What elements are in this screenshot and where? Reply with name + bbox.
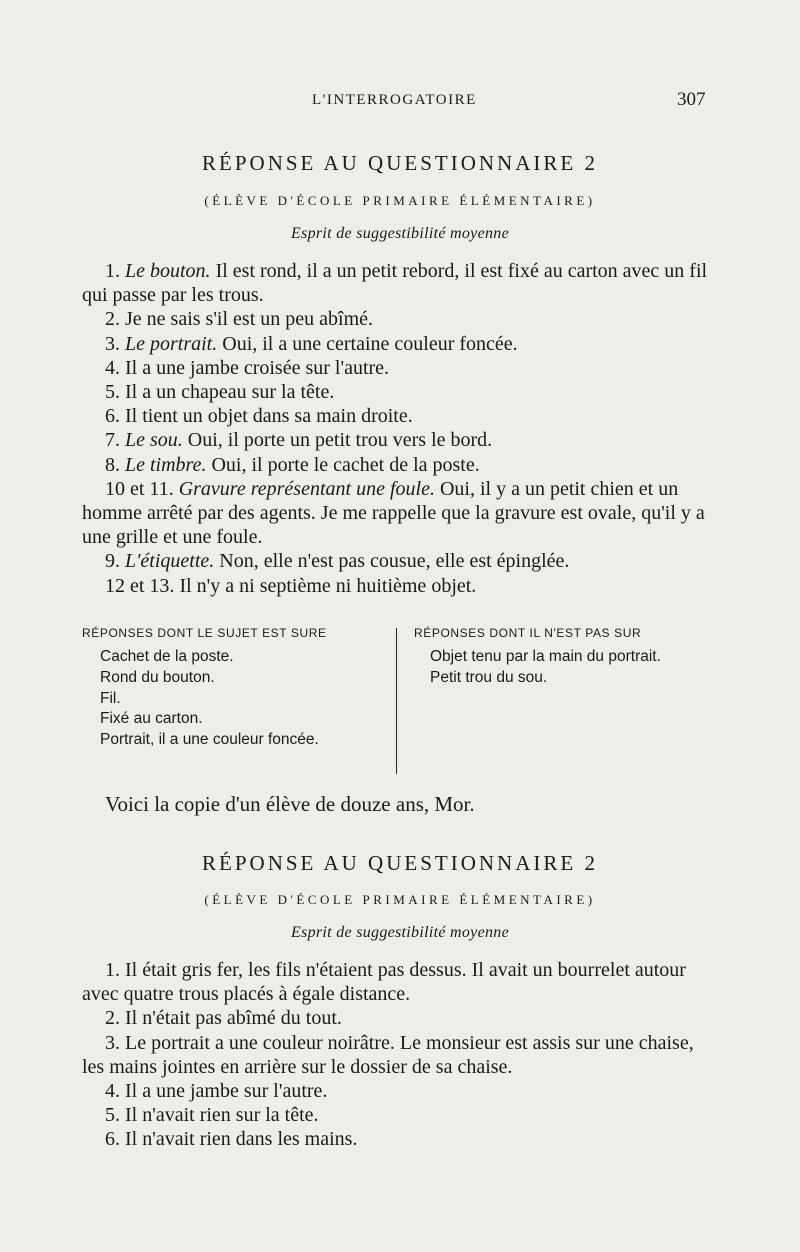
answer-item: 5. Il a un chapeau sur la tête. xyxy=(105,381,335,404)
answer-item: 7. Le sou. Oui, il porte un petit trou vers le bord. xyxy=(105,429,493,452)
answer-item: 6. Il n'avait rien dans les mains. xyxy=(105,1128,358,1151)
certainty-table xyxy=(82,626,710,774)
column-divider xyxy=(396,628,397,774)
sure-item: Fil. xyxy=(100,689,121,707)
section2-subtitle: (ÉLÈVE D'ÉCOLE PRIMAIRE ÉLÉMENTAIRE) xyxy=(204,892,596,907)
sure-item: Portrait, il a une couleur foncée. xyxy=(100,731,319,749)
answer-item: 1. Il était gris fer, les fils n'étaient pas dessus. Il avait un bourrelet autour avec quatre trous placés à égale distance. xyxy=(82,959,686,1006)
sure-item: Fixé au carton. xyxy=(100,710,203,728)
unsure-column xyxy=(414,626,710,689)
interlude-text: Voici la copie d'un élève de douze ans, Mor. xyxy=(105,792,475,816)
sure-item: Cachet de la poste. xyxy=(100,648,234,665)
unsure-heading: RÉPONSES DONT IL N'EST PAS SUR xyxy=(414,626,642,640)
unsure-item: Petit trou du sou. xyxy=(430,668,548,686)
answer-item: 12 et 13. Il n'y a ni septième ni huitième objet. xyxy=(105,574,477,597)
sure-column xyxy=(82,626,387,751)
unsure-item: Objet tenu par la main du portrait. xyxy=(430,648,661,665)
section1-subtitle: (ÉLÈVE D'ÉCOLE PRIMAIRE ÉLÉMENTAIRE) xyxy=(204,193,596,208)
answer-item: 2. Je ne sais s'il est un peu abîmé. xyxy=(105,308,373,331)
running-title: L'INTERROGATOIRE xyxy=(312,92,477,108)
answer-item: 4. Il a une jambe sur l'autre. xyxy=(105,1080,328,1103)
section1-title: RÉPONSE AU QUESTIONNAIRE 2 xyxy=(202,151,598,175)
sure-heading: RÉPONSES DONT LE SUJET EST SURE xyxy=(82,626,327,640)
unsure-list xyxy=(414,647,710,689)
page-number: 307 xyxy=(677,89,706,110)
answer-item: 3. Le portrait. Oui, il a une certaine couleur foncée. xyxy=(105,332,518,355)
answer-item: 1. Le bouton. Il est rond, il a un petit rebord, il est fixé au carton avec un fil qui passe par les trous. xyxy=(82,260,708,307)
section1-answers xyxy=(82,259,710,598)
section2-title: RÉPONSE AU QUESTIONNAIRE 2 xyxy=(202,851,598,875)
running-head xyxy=(0,89,800,116)
sure-list xyxy=(82,647,387,751)
section1-subject-note: Esprit de suggestibilité moyenne xyxy=(290,225,509,242)
answer-item: 6. Il tient un objet dans sa main droite. xyxy=(105,405,413,428)
section2-subject-note: Esprit de suggestibilité moyenne xyxy=(290,924,509,941)
section2-answers xyxy=(82,958,710,1152)
sure-item: Rond du bouton. xyxy=(100,668,215,686)
answer-item: 10 et 11. Gravure représentant une foule. Oui, il y a un petit chien et un homme arrêté par des agents. Je me rappelle que la gravure est ovale, qu'il y a une grille et une foule. xyxy=(82,477,705,549)
answer-item: 2. Il n'était pas abîmé du tout. xyxy=(105,1007,342,1030)
answer-item: 9. L'étiquette. Non, elle n'est pas cousue, elle est épinglée. xyxy=(105,550,570,573)
answer-item: 3. Le portrait a une couleur noirâtre. Le monsieur est assis sur une chaise, les mains jointes en arrière sur le dossier de sa chaise. xyxy=(82,1031,694,1078)
answer-item: 5. Il n'avait rien sur la tête. xyxy=(105,1104,319,1127)
answer-item: 4. Il a une jambe croisée sur l'autre. xyxy=(105,356,390,379)
answer-item: 8. Le timbre. Oui, il porte le cachet de la poste. xyxy=(105,453,480,476)
